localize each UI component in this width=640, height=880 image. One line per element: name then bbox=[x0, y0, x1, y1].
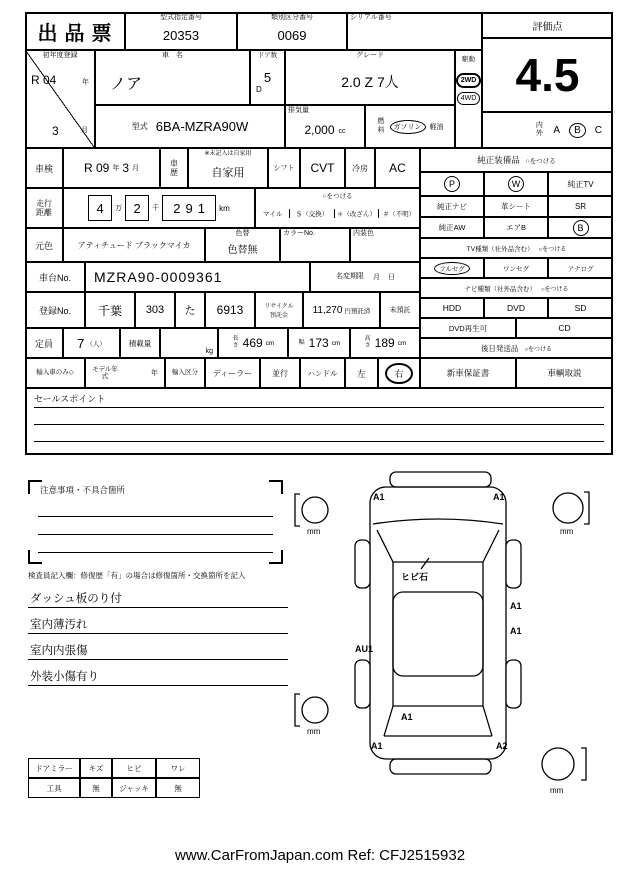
genuine-equipment-header bbox=[420, 148, 613, 172]
mileage-option-mile: マイル bbox=[262, 211, 283, 218]
genuine-navi-cell: 純正ナビ bbox=[420, 196, 484, 217]
recycle-none: 未預託 bbox=[380, 292, 420, 328]
recycle-label-1: リサイクル bbox=[264, 304, 294, 310]
mileage-options-row bbox=[256, 200, 419, 227]
color-change-label: 色替 bbox=[235, 230, 250, 237]
wheel-rear-left bbox=[355, 660, 370, 708]
sunroof-cell: SR bbox=[548, 196, 613, 217]
damage-a2-rear-right: A2 bbox=[496, 741, 508, 751]
stone-chip-leader bbox=[421, 558, 429, 569]
mileage-man-box: 4 bbox=[88, 195, 112, 221]
later-shipment-header bbox=[420, 338, 613, 358]
inspector-note: 検査員記入欄：修復歴「有」の場合は修復箇所・交換箇所を記入 bbox=[28, 571, 246, 580]
inspector-item-line-1 bbox=[28, 607, 288, 608]
shaken-month: 3 bbox=[122, 161, 130, 175]
damage-a1-right-2: A1 bbox=[510, 626, 522, 636]
grade-c: C bbox=[594, 124, 602, 136]
history-label: 車歴 bbox=[170, 158, 178, 177]
cooling-value: AC bbox=[375, 148, 420, 188]
fuel-gasoline-selected: ガソリン bbox=[390, 120, 426, 134]
history-value: 自家用 bbox=[211, 166, 245, 179]
genuine-equipment-title: 純正装備品 bbox=[477, 155, 520, 165]
import-class-cell bbox=[165, 358, 205, 388]
mileage-km-unit: km bbox=[219, 203, 230, 213]
model-number-label: 型式指定番号 bbox=[160, 14, 202, 21]
dvd-cell: DVD bbox=[484, 298, 548, 318]
tools-label: 工具 bbox=[28, 778, 80, 798]
new-car-warranty-cell: 新車保証書 bbox=[420, 358, 516, 388]
caution-corner-tr bbox=[269, 480, 283, 494]
inspector-item-1: ダッシュ板のり付 bbox=[30, 593, 122, 605]
sales-point-cell bbox=[25, 388, 613, 455]
cooling-label: 冷房 bbox=[345, 148, 375, 188]
damage-au1-left: AU1 bbox=[355, 644, 374, 654]
shaken-value-cell bbox=[63, 148, 160, 188]
navi-type-header bbox=[420, 278, 613, 298]
damage-stone-chip: ヒビ石 bbox=[401, 572, 429, 582]
color-no-label: カラーNo. bbox=[283, 230, 315, 237]
navi-type-title: ナビ種類（社外品含む） bbox=[464, 285, 536, 293]
drivetrain-label: 駆動 bbox=[462, 56, 475, 63]
sales-point-label: セールスポイント bbox=[34, 394, 106, 404]
airbag-cell: エアB bbox=[484, 217, 548, 238]
power-steering-cell bbox=[420, 172, 484, 196]
car-name-label: 車 名 bbox=[162, 52, 183, 59]
sales-line-3 bbox=[34, 441, 604, 442]
model-code-value: 6BA-MZRA90W bbox=[155, 119, 249, 134]
doors-label: ドア数 bbox=[257, 52, 278, 59]
color-change-cell bbox=[205, 228, 280, 262]
shaken-month-unit: 月 bbox=[132, 165, 140, 172]
handle-left-option: 左 bbox=[345, 358, 378, 388]
grade-cell-label: グレード bbox=[356, 52, 384, 59]
handle-label: ハンドル bbox=[300, 358, 345, 388]
serial-number-label: シリアル番号 bbox=[350, 14, 392, 21]
doors-sub: D bbox=[256, 84, 262, 94]
interior-color-label: 内装色 bbox=[353, 230, 374, 237]
model-year-unit: 年 bbox=[151, 370, 158, 377]
import-only-cell bbox=[25, 358, 85, 388]
recycle-label-2: 預託金 bbox=[269, 313, 288, 319]
import-class-label: 輸入区分 bbox=[172, 369, 198, 377]
name-change-label: 名変期限 bbox=[336, 272, 364, 280]
grade-a: A bbox=[553, 124, 561, 136]
class-number-label: 類別区分番号 bbox=[271, 14, 313, 21]
wheel-front-left bbox=[355, 540, 370, 588]
genuine-circle-note: ○をつける bbox=[525, 157, 556, 165]
reg-class-code: 303 bbox=[135, 292, 175, 328]
model-year-label: モデル年式 bbox=[92, 365, 118, 380]
tread-circle-rear-left bbox=[302, 697, 328, 723]
shaken-year: R 09 bbox=[83, 161, 110, 175]
fuel-diesel: 軽油 bbox=[429, 123, 444, 131]
mileage-option-exchange: ＄（交換） bbox=[289, 209, 333, 218]
model-number-cell bbox=[125, 12, 237, 50]
score-value: 4.5 bbox=[482, 38, 613, 112]
mm-label-spare: mm bbox=[550, 786, 564, 795]
roof-panel bbox=[393, 592, 483, 676]
jack-value: 無 bbox=[156, 778, 200, 798]
jack-label: ジャッキ bbox=[112, 778, 156, 798]
reg-no-label: 登録No. bbox=[25, 292, 85, 328]
name-change-month: 月 bbox=[373, 274, 380, 281]
power-steering-mark: P bbox=[444, 176, 460, 192]
history-cell bbox=[188, 148, 268, 188]
fuel-label: 燃料 bbox=[377, 118, 385, 134]
mileage-sen-box: 2 bbox=[125, 195, 149, 221]
damage-a1-rear-left: A1 bbox=[371, 741, 383, 751]
recycle-amount-cell bbox=[303, 292, 380, 328]
airbag-mark-cell bbox=[548, 217, 613, 238]
power-window-cell bbox=[484, 172, 548, 196]
reg-number: 6913 bbox=[205, 292, 255, 328]
height-cell bbox=[350, 328, 420, 358]
mm-label-front-left: mm bbox=[307, 527, 321, 536]
length-label: 長さ bbox=[232, 336, 239, 349]
shaken-label: 車検 bbox=[25, 148, 63, 188]
name-change-cell bbox=[310, 262, 420, 292]
tread-circle-front-left bbox=[302, 497, 328, 523]
sales-line-1 bbox=[34, 407, 604, 408]
grade-label: 内外 bbox=[535, 121, 543, 137]
car-damage-diagram bbox=[293, 468, 618, 803]
height-label: 高さ bbox=[364, 336, 371, 349]
car-name-cell bbox=[95, 50, 250, 105]
inspector-item-3: 室内内張傷 bbox=[30, 645, 88, 657]
mm-label-rear-left: mm bbox=[307, 727, 321, 736]
class-number-value: 0069 bbox=[277, 28, 307, 43]
recycle-label-cell bbox=[255, 292, 303, 328]
doors-cell bbox=[250, 50, 285, 105]
shaken-year-unit: 年 bbox=[112, 165, 120, 172]
tv-type-title: TV種類（社外品含む） bbox=[466, 245, 534, 253]
height-value: 189 bbox=[374, 336, 395, 350]
later-shipment-title: 後日発送品 bbox=[480, 343, 519, 353]
history-note: ※未記入は自家用 bbox=[204, 151, 252, 157]
first-registration-cell bbox=[25, 50, 95, 148]
car-body-outline bbox=[370, 487, 506, 759]
caution-line-2 bbox=[38, 534, 273, 535]
cd-cell: CD bbox=[516, 318, 613, 338]
mileage-man-unit: 万 bbox=[115, 205, 123, 212]
wheel-rear-right bbox=[506, 660, 521, 708]
oneseg-cell: ワンセグ bbox=[484, 258, 548, 278]
recycle-amount: 11,270 bbox=[312, 304, 343, 316]
chassis-value: MZRA90-0009361 bbox=[85, 262, 310, 292]
mileage-value-cell bbox=[63, 188, 255, 228]
capacity-value: 7 bbox=[77, 335, 85, 351]
later-circle-note: ○をつける bbox=[524, 346, 553, 353]
handle-right-selected: 右 bbox=[385, 363, 412, 384]
grade-cell-value: 2.0 Z 7人 bbox=[341, 73, 399, 90]
exterior-interior-grade-cell bbox=[482, 112, 613, 148]
caution-title: 注意事項・不具合箇所 bbox=[40, 485, 126, 495]
mileage-label: 走行距離 bbox=[36, 198, 52, 217]
mileage-sen-unit: 千 bbox=[152, 205, 160, 212]
inspector-item-4: 外装小傷有り bbox=[30, 671, 99, 683]
length-value: 469 bbox=[242, 336, 263, 350]
mileage-option-tampered: ＊（改ざん） bbox=[334, 209, 378, 218]
inspector-item-line-4 bbox=[28, 685, 288, 686]
model-year-cell bbox=[85, 358, 165, 388]
first-reg-year-unit: 年 bbox=[82, 79, 89, 86]
original-color-label: 元色 bbox=[25, 228, 63, 262]
length-unit: cm bbox=[265, 339, 275, 347]
recycle-state: 円預託済 bbox=[344, 307, 371, 315]
reg-prefecture: 千葉 bbox=[85, 292, 135, 328]
fullseg-cell bbox=[420, 258, 484, 278]
name-change-day: 日 bbox=[388, 274, 395, 281]
dealer-option: ディーラー bbox=[205, 358, 260, 388]
capacity-label: 定員 bbox=[25, 328, 63, 358]
car-name-value: ノア bbox=[110, 76, 143, 93]
caution-box bbox=[28, 480, 283, 564]
tread-circle-front-right bbox=[553, 493, 583, 523]
tv-type-header bbox=[420, 238, 613, 258]
mileage-rest-box: 291 bbox=[162, 195, 216, 221]
width-value: 173 bbox=[308, 336, 329, 350]
displacement-label: 排気量 bbox=[288, 107, 309, 114]
damage-a1-right-1: A1 bbox=[510, 601, 522, 611]
bracket-rear-left bbox=[295, 694, 300, 726]
power-window-mark: W bbox=[508, 176, 524, 192]
owner-manual-cell: 車輌取説 bbox=[516, 358, 613, 388]
width-unit: cm bbox=[331, 339, 341, 347]
fuel-cell bbox=[365, 105, 455, 148]
first-reg-month-unit: 月 bbox=[81, 127, 88, 134]
parallel-option: 並行 bbox=[260, 358, 300, 388]
displacement-cell bbox=[285, 105, 365, 148]
tread-circle-spare bbox=[542, 748, 574, 780]
hdd-cell: HDD bbox=[420, 298, 484, 318]
score-header: 評価点 bbox=[482, 12, 613, 38]
caution-line-3 bbox=[38, 552, 273, 553]
mileage-label-cell bbox=[25, 188, 63, 228]
mm-label-front-right: mm bbox=[560, 527, 574, 536]
footer-url: www.CarFromJapan.com Ref: CFJ2515932 bbox=[174, 847, 466, 864]
tools-mirror-label: ドアミラー bbox=[28, 758, 80, 778]
tools-mirror-value: キズ bbox=[80, 758, 112, 778]
damage-a1-rear-center: A1 bbox=[401, 712, 413, 722]
bracket-front-right bbox=[584, 492, 589, 524]
model-code-cell bbox=[95, 105, 285, 148]
interior-color-cell bbox=[350, 228, 420, 262]
model-number-value: 20353 bbox=[162, 28, 200, 43]
rear-bumper bbox=[390, 759, 491, 774]
bracket-spare bbox=[581, 748, 586, 780]
width-label: 幅 bbox=[298, 339, 305, 346]
sales-line-2 bbox=[34, 424, 604, 425]
chassis-label: 車台No. bbox=[25, 262, 85, 292]
first-registration-label: 初年度登録 bbox=[42, 52, 78, 59]
mileage-option-unknown: ＃（不明） bbox=[378, 209, 419, 218]
color-no-cell bbox=[280, 228, 350, 262]
first-reg-year-value: R 04 bbox=[31, 73, 57, 87]
genuine-wheels-cell: 純正AW bbox=[420, 217, 484, 238]
import-only-label: 輸入車のみ◇ bbox=[36, 369, 74, 377]
length-cell bbox=[218, 328, 288, 358]
history-label-cell bbox=[160, 148, 188, 188]
load-cell bbox=[160, 328, 218, 358]
displacement-unit: cc bbox=[338, 128, 346, 135]
tools-crack-label: ヒビ bbox=[112, 758, 156, 778]
width-cell bbox=[288, 328, 350, 358]
tools-split-label: ワレ bbox=[156, 758, 200, 778]
tools-value: 無 bbox=[80, 778, 112, 798]
capacity-cell bbox=[63, 328, 120, 358]
load-label: 積載量 bbox=[120, 328, 160, 358]
inspector-item-line-3 bbox=[28, 659, 288, 660]
genuine-tv-cell: 純正TV bbox=[548, 172, 613, 196]
displacement-value: 2,000 bbox=[304, 122, 335, 137]
drivetrain-option-2wd: 2WD bbox=[456, 73, 482, 88]
inspector-item-line-2 bbox=[28, 633, 288, 634]
damage-a1-front-left: A1 bbox=[373, 492, 385, 502]
grade-b-selected: B bbox=[569, 123, 586, 138]
grade-cell bbox=[285, 50, 455, 105]
caution-line-1 bbox=[38, 516, 273, 517]
color-change-value: 色替無 bbox=[227, 245, 258, 256]
shift-label: シフト bbox=[268, 148, 300, 188]
mileage-circle-note: ○をつける bbox=[322, 193, 353, 200]
original-color-value: アティチュード ブラックマイカ bbox=[63, 228, 205, 262]
shift-value: CVT bbox=[300, 148, 345, 188]
tv-type-circle-note: ○をつける bbox=[538, 246, 567, 253]
hood-line bbox=[373, 519, 503, 524]
class-number-cell bbox=[237, 12, 347, 50]
damage-a1-front-right: A1 bbox=[493, 492, 505, 502]
serial-number-cell bbox=[347, 12, 482, 50]
dvd-playable-cell: DVD再生可 bbox=[420, 318, 516, 338]
height-unit: cm bbox=[397, 339, 407, 347]
load-unit: kg bbox=[205, 348, 213, 355]
fullseg-selected: フルセグ bbox=[434, 262, 470, 275]
windshield bbox=[377, 530, 499, 562]
sheet-title: 出品票 bbox=[25, 12, 125, 50]
wheel-front-right bbox=[506, 540, 521, 588]
reg-kana: た bbox=[175, 292, 205, 328]
inspector-item-2: 室内薄汚れ bbox=[30, 619, 88, 631]
sd-cell: SD bbox=[548, 298, 613, 318]
analog-cell: アナログ bbox=[548, 258, 613, 278]
mileage-options-cell bbox=[255, 188, 420, 228]
drivetrain-option-4wd: 4WD bbox=[457, 92, 481, 105]
capacity-unit: （人） bbox=[86, 340, 106, 348]
leather-seat-cell: 革シート bbox=[484, 196, 548, 217]
drivetrain-cell bbox=[455, 50, 482, 148]
navi-type-circle-note: ○をつける bbox=[540, 286, 569, 293]
handle-right-cell bbox=[378, 358, 420, 388]
front-bumper bbox=[390, 472, 491, 487]
bracket-front-left bbox=[295, 494, 300, 526]
model-code-label: 型式 bbox=[131, 122, 148, 131]
first-reg-month-value: 3 bbox=[52, 124, 59, 138]
airbag-mark: B bbox=[573, 220, 589, 236]
doors-value: 5 bbox=[263, 69, 272, 85]
